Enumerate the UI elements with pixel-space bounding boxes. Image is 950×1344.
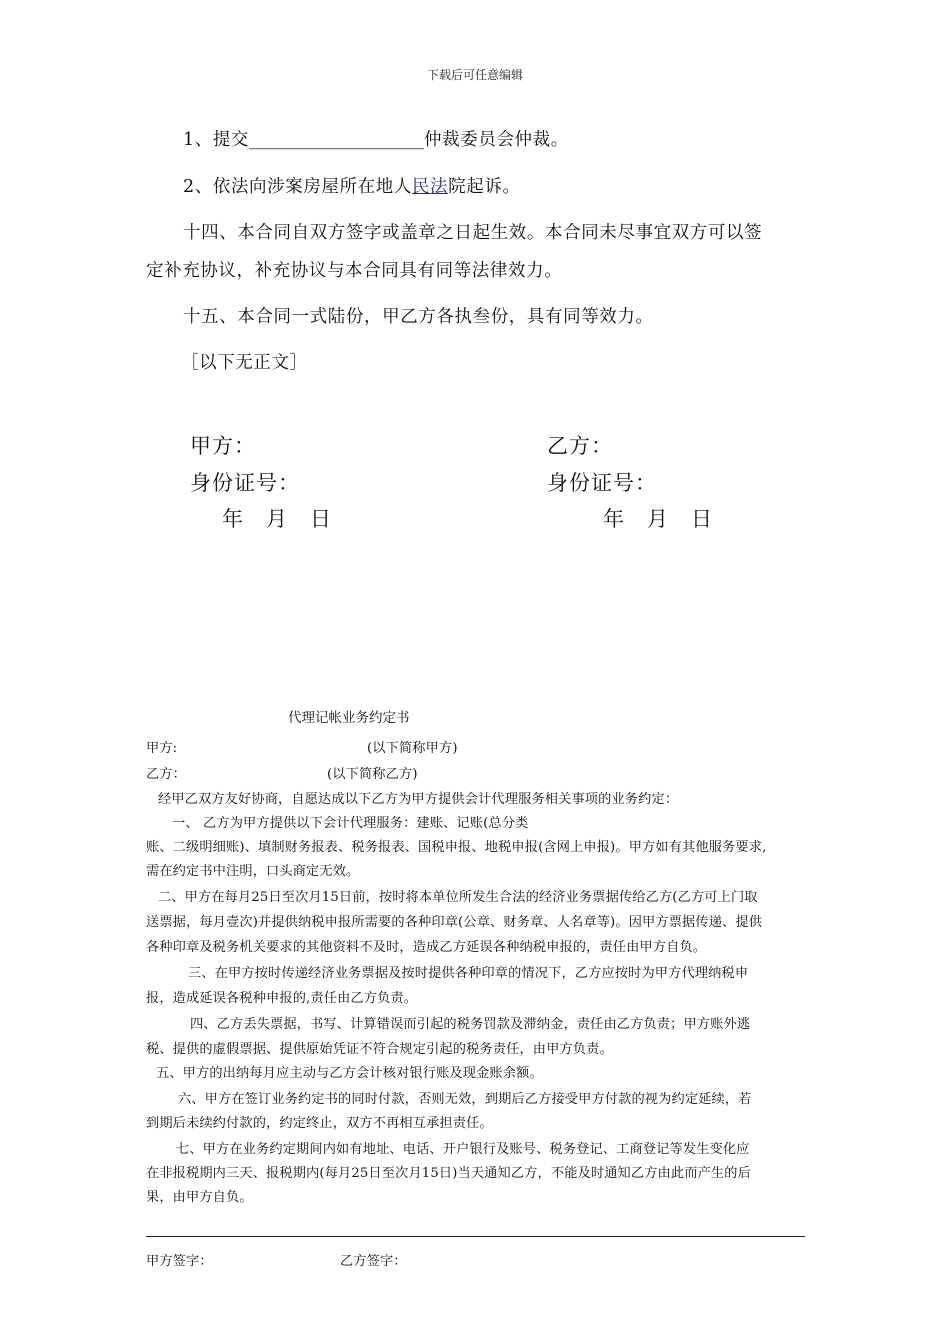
clause-6-line-2: 到期后未续约付款的，约定终止，双方不再相互承担责任。 [146,1116,493,1131]
signature-divider [146,1236,805,1237]
party-b-date: 年 月 日 [603,507,713,531]
agreement-party-b-label: 乙方： [146,767,187,782]
court-link[interactable]: 民法 [411,177,449,197]
clause-7-line-3: 果，由甲方自负。 [146,1190,253,1205]
party-a-signature-label: 甲方： [190,434,256,458]
agreement-party-a-note: (以下简称甲方) [367,741,458,756]
clause-item-1 [183,126,569,151]
clause-item-2 [183,173,521,198]
clause-3-line-1: 三、在甲方按时传递经济业务票据及按时提供各种印章的情况下，乙方应按时为甲方代理纳税申 [188,966,749,981]
clause-5: 五、甲方的出纳每月应主动与乙方会计核对银行账及现金账余额。 [156,1066,543,1081]
clause-2-line-3: 各种印章及税务机关要求的其他资料不及时，造成乙方延误各种纳税申报的，责任由甲方自负。 [146,940,707,955]
agreement-party-a-label: 甲方: [146,741,178,756]
clause-4-line-2: 税、提供的虚假票据、提供原始凭证不符合规定引起的税务责任，由甲方负责。 [146,1042,613,1057]
item1-suffix: 仲裁委员会仲裁。 [424,130,569,150]
agreement-intro: 经甲乙双方友好协商，自愿达成以下乙方为甲方提供会计代理服务相关事项的业务约定： [158,792,679,807]
agreement-party-b-note: (以下简称乙方) [327,767,418,782]
clause-14-line-2: 定补充协议，补充协议与本合同具有同等法律效力。 [146,261,563,281]
clause-2-line-1: 二、甲方在每月25日至次月15日前，按时将本单位所发生合法的经济业务票据传给乙方(乙方可上门取 [158,890,758,905]
agreement-sign-b: 乙方签字： [340,1254,407,1269]
page-header-note: 下载后可任意编辑 [426,68,523,82]
item1-blank: ____________________ [249,130,425,150]
clause-7-line-1: 七、甲方在业务约定期间内如有地址、电话、开户银行及账号、税务登记、工商登记等发生变化应 [176,1142,750,1157]
clause-1-line-1: 一、 乙方为甲方提供以下会计代理服务：建账、记账(总分类 [172,816,529,831]
clause-3-line-2: 报，造成延误各税种申报的,责任由乙方负责。 [146,991,418,1006]
item1-prefix: 1、提交 [183,130,250,150]
item2-suffix: 院起诉。 [448,177,521,197]
clause-1-line-2: 账、二级明细账)、填制财务报表、税务报表、国税申报、地税申报(含网上申报)。甲方如有其他服务要求, [146,840,767,855]
agreement-sign-a: 甲方签字： [146,1254,213,1269]
clause-1-line-3: 需在约定书中注明，口头商定无效。 [146,864,360,879]
clause-6-line-1: 六、甲方在签订业务约定书的同时付款，否则无效，到期后乙方接受甲方付款的视为约定延续，若 [178,1092,752,1107]
no-further-text: ［以下无正文］ [181,353,308,373]
clause-2-line-2: 送票据，每月壹次)并提供纳税申报所需要的各种印章(公章、财务章、人名章等)。因甲方票据传递、提供 [146,915,763,930]
party-b-signature-label: 乙方： [547,434,613,458]
clause-15: 十五、本合同一式陆份，甲乙方各执叁份，具有同等效力。 [183,307,654,327]
item2-prefix: 2、依法向涉案房屋所在地人 [183,177,412,197]
clause-14-line-1: 十四、本合同自双方签字或盖章之日起生效。本合同未尽事宜双方可以签 [183,223,763,243]
party-b-id-label: 身份证号： [547,471,657,495]
clause-7-line-2: 在非报税期内三天、报税期内(每月25日至次月15日)当天通知乙方，不能及时通知乙方由此而产生的后 [146,1166,751,1181]
party-a-id-label: 身份证号： [190,471,300,495]
clause-4-line-1: 四、乙方丢失票据，书写、计算错误而引起的税务罚款及滞纳金，责任由乙方负责；甲方账外逃 [190,1017,751,1032]
party-a-date: 年 月 日 [222,507,332,531]
agreement-title: 代理记帐业务约定书 [288,710,410,726]
